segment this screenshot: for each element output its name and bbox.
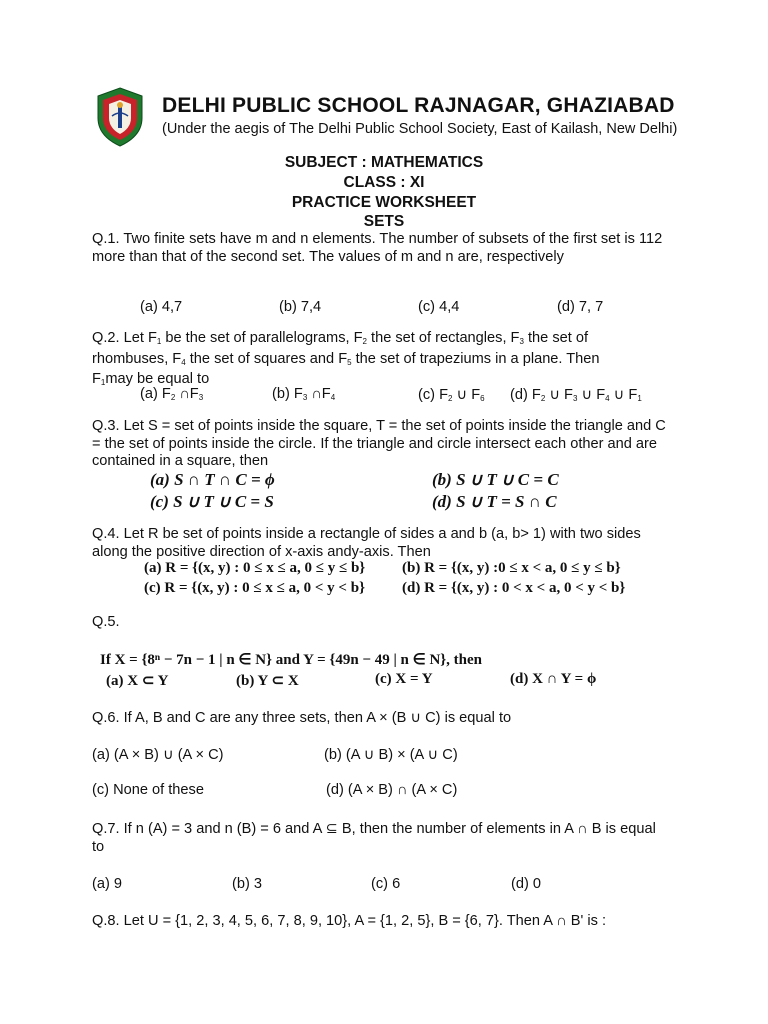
school-name: DELHI PUBLIC SCHOOL RAJNAGAR, GHAZIABAD xyxy=(162,94,675,117)
q2-option-a: (a) $F_2$ $\cap F_3$ xyxy=(140,386,204,402)
q2-line-3: $F_1may$ be equal to xyxy=(92,371,210,387)
question-1-text: Q.1. Two finite sets have m and n elements. The number of subsets of the first set is 112 more than that of the second set. The values of m and n are, respectively xyxy=(92,231,663,265)
q2-line-1: Q.2. Let $F_1$ be the set of parallelograms, $F_2$ the set of rectangles, $F_3$ the set of xyxy=(92,330,589,346)
q6-option-d: (d) (A × B) ∩ (A × C) xyxy=(326,782,458,798)
question-8-text: Q.8. Let U = {1, 2, 3, 4, 5, 6, 7, 8, 9, 10}, A = {1, 2, 5}, B = {6, 7}. Then A ∩ B' is : xyxy=(92,913,607,929)
q7-option-c: (c) 6 xyxy=(371,876,401,892)
q4-option-c: (c) R = {(x, y) : 0 ≤ x ≤ a, 0 < y < b} xyxy=(144,580,365,596)
q7-option-a: (a) 9 xyxy=(92,876,123,892)
q3-option-a: (a) S ∩ T ∩ C = ϕ xyxy=(150,470,275,489)
q1-option-a: (a) 4,7 xyxy=(140,299,183,315)
question-6-text: Q.6. If A, B and C are any three sets, then A × (B ∪ C) is equal to xyxy=(92,710,512,726)
school-aegis: (Under the aegis of The Delhi Public School Society, East of Kailash, New Delhi) xyxy=(162,121,678,137)
q5-option-c: (c) X = Y xyxy=(375,671,433,687)
question-7-text: Q.7. If n (A) = 3 and n (B) = 6 and A ⊆ B, then the number of elements in A ∩ B is equal to xyxy=(92,821,656,855)
q5-stem: If X = {8ⁿ − 7n − 1 | n ∈ N} and Y = {49n − 49 | n ∈ N}, then xyxy=(100,652,483,668)
q6-option-c: (c) None of these xyxy=(92,782,204,798)
question-3-text: Q.3. Let S = set of points inside the square, T = the set of points inside the triangle and C = the set of points inside the circle. If the triangle and circle intersect each other and are contained in a square, then xyxy=(92,418,666,469)
q5-option-d: (d) X ∩ Y = ϕ xyxy=(510,671,597,687)
q5-option-b: (b) Y ⊂ X xyxy=(236,673,299,689)
q7-option-d: (d) 0 xyxy=(511,876,542,892)
q1-option-b: (b) 7,4 xyxy=(279,299,322,315)
q3-option-b: (b) S ∪ T ∪ C = C xyxy=(432,470,559,489)
school-logo xyxy=(90,86,150,148)
question-5-label: Q.5. xyxy=(92,614,120,630)
q6-option-a: (a) (A × B) ∪ (A × C) xyxy=(92,747,224,763)
q4-option-a: (a) R = {(x, y) : 0 ≤ x ≤ a, 0 ≤ y ≤ b} xyxy=(144,560,366,576)
q2-option-d: (d) $F_2$ ∪ $F_3$ ∪ $F_4$ ∪ $F_1$ xyxy=(510,387,642,403)
q5-option-a: (a) X ⊂ Y xyxy=(106,673,169,689)
q3-option-c: (c) S ∪ T ∪ C = S xyxy=(150,492,274,511)
q4-option-b: (b) R = {(x, y) :0 ≤ x < a, 0 ≤ y ≤ b} xyxy=(402,560,621,576)
worksheet-title: PRACTICE WORKSHEET xyxy=(291,194,477,211)
q1-option-c: (c) 4,4 xyxy=(418,299,460,315)
question-4-text: Q.4. Let R be set of points inside a rectangle of sides a and b (a, b> 1) with two sides along the positive direction of x-axis andy-axis. Then xyxy=(92,526,641,560)
q1-option-d: (d) 7, 7 xyxy=(557,299,604,315)
subject-title: SUBJECT : MATHEMATICS xyxy=(284,154,484,171)
q4-option-d: (d) R = {(x, y) : 0 < x < a, 0 < y < b} xyxy=(402,580,626,596)
question-2-text xyxy=(92,330,672,392)
q2-option-b: (b) $F_3$ $\cap F_4$ xyxy=(272,386,336,402)
q6-option-b: (b) (A ∪ B) × (A ∪ C) xyxy=(324,747,458,763)
topic-title: SETS xyxy=(363,213,405,230)
q3-option-d: (d) S ∪ T = S ∩ C xyxy=(432,492,557,511)
q7-option-b: (b) 3 xyxy=(232,876,263,892)
q2-line-2: rhombuses, $F_4$ the set of squares and $F_5$ the set of trapeziums in a plane. Then xyxy=(92,350,600,367)
q2-option-c: (c) $F_2$ ∪ $F_6$ xyxy=(418,387,485,403)
class-title: CLASS : XI xyxy=(343,174,425,191)
